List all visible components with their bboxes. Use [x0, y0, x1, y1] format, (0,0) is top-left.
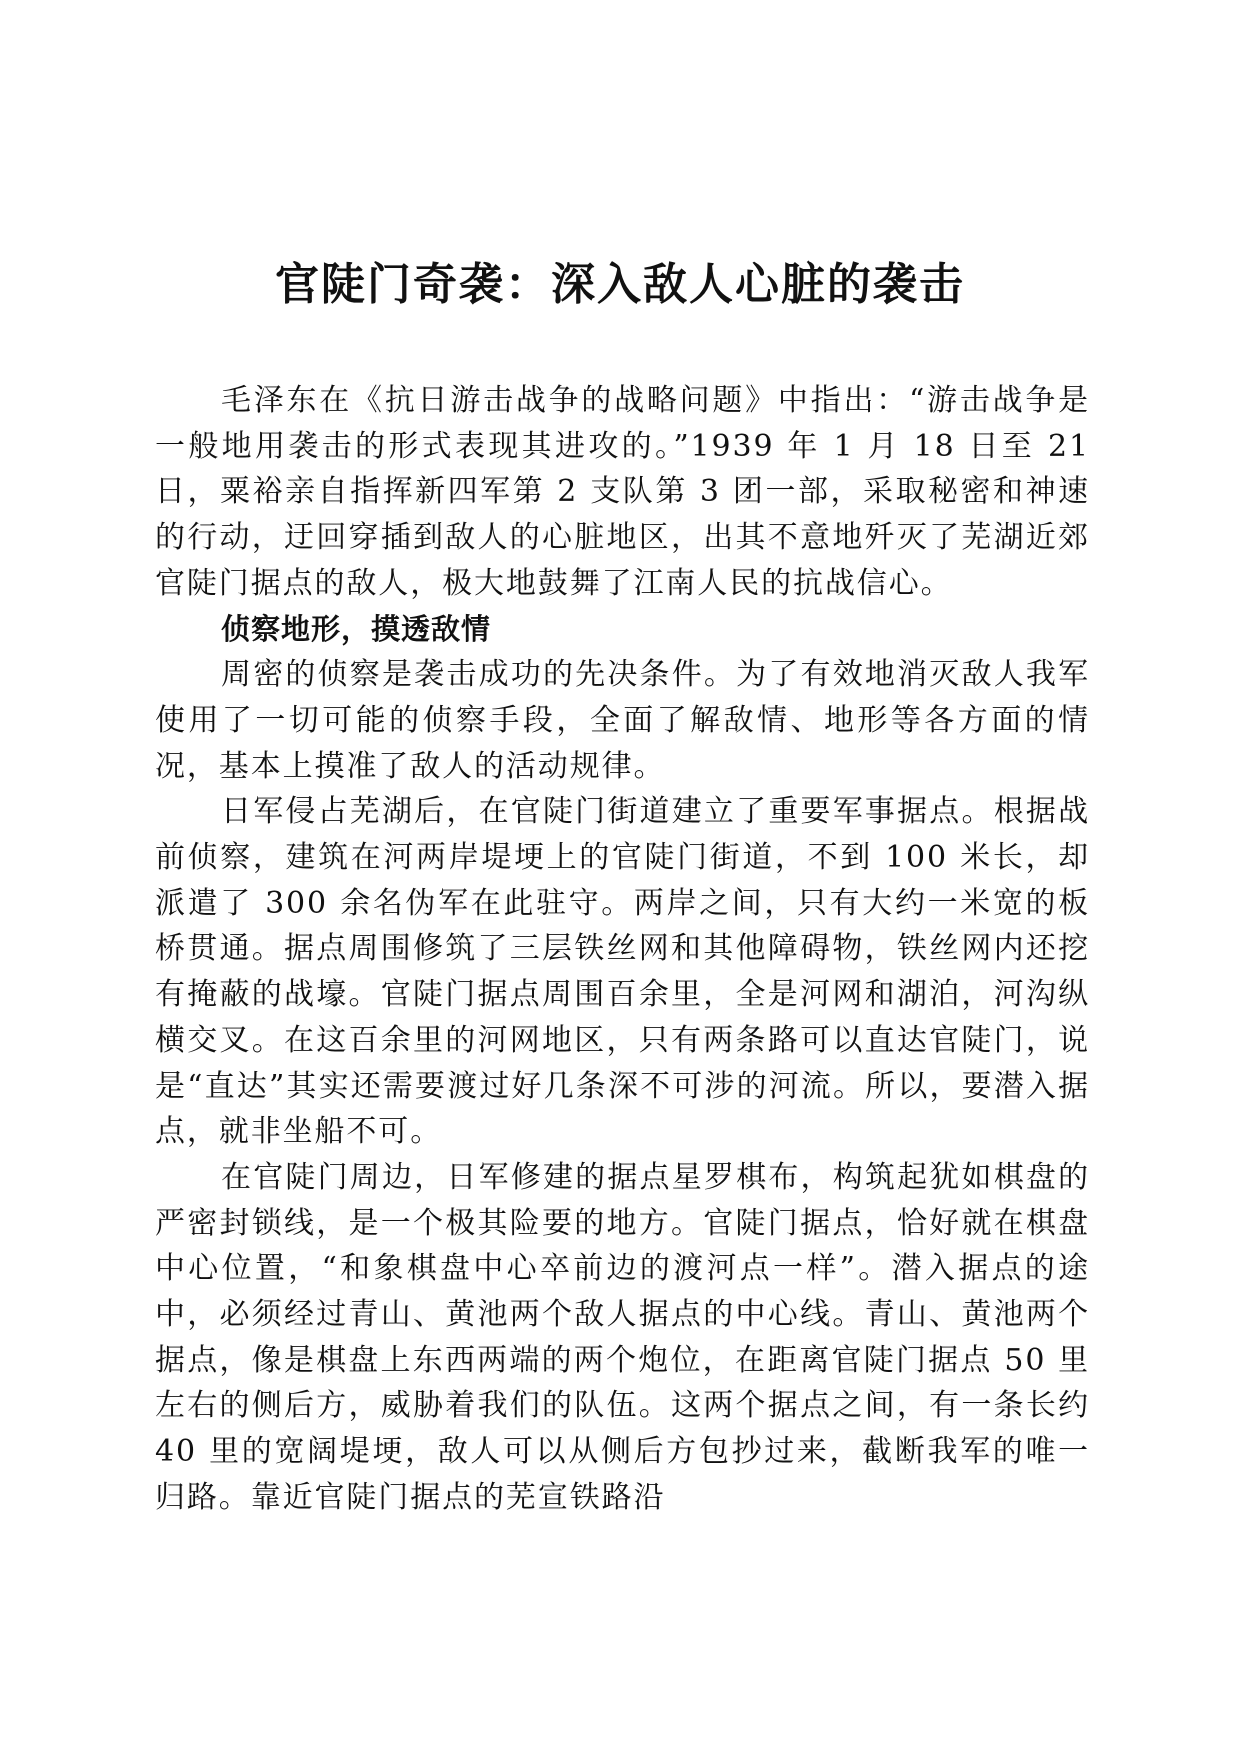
body-paragraph: 日军侵占芜湖后，在官陡门街道建立了重要军事据点。根据战前侦察，建筑在河两岸堤埂上的官陡门街道，不到 100 米长，却派遣了 300 余名伪军在此驻守。两岸之间，只有大约一米宽的板桥贯通。据点周围修筑了三层铁丝网和其他障碍物，铁丝网内还挖有掩蔽的战壕。官陡门据点周围百余里，全是河网和湖泊，河沟纵横交叉。在这百余里的河网地区，只有两条路可以直达官陡门，说是“直达”其实还需要渡过好几条深不可涉的河流。所以，要潜入据点，就非坐船不可。	[155, 794, 1090, 1150]
body-paragraph: 周密的侦察是袭击成功的先决条件。为了有效地消灭敌人我军使用了一切可能的侦察手段，全面了解敌情、地形等各方面的情况，基本上摸准了敌人的活动规律。	[155, 657, 1090, 784]
body-paragraph: 在官陡门周边，日军修建的据点星罗棋布，构筑起犹如棋盘的严密封锁线，是一个极其险要的地方。官陡门据点，恰好就在棋盘中心位置，“和象棋盘中心卒前边的渡河点一样”。潜入据点的途中，必须经过青山、黄池两个敌人据点的中心线。青山、黄池两个据点，像是棋盘上东西两端的两个炮位，在距离官陡门据点 50 里左右的侧后方，威胁着我们的队伍。这两个据点之间，有一条长约 40 里的宽阔堤埂，敌人可以从侧后方包抄过来，截断我军的唯一归路。靠近官陡门据点的芜宣铁路沿	[155, 1159, 1090, 1515]
section-heading: 侦察地形，摸透敌情	[221, 611, 492, 646]
page-title: 官陡门奇袭：深入敌人心脏的袭击	[275, 259, 965, 310]
article-body	[155, 378, 1090, 1521]
intro-paragraph: 毛泽东在《抗日游击战争的战略问题》中指出：“游击战争是一般地用袭击的形式表现其进攻的。”1939 年 1 月 18 日至 21 日，粟裕亲自指挥新四军第 2 支队第 3 团一部，采取秘密和神速的行动，迂回穿插到敌人的心脏地区，出其不意地歼灭了芜湖近郊官陡门据点的敌人，极大地鼓舞了江南人民的抗战信心。	[155, 383, 1090, 601]
